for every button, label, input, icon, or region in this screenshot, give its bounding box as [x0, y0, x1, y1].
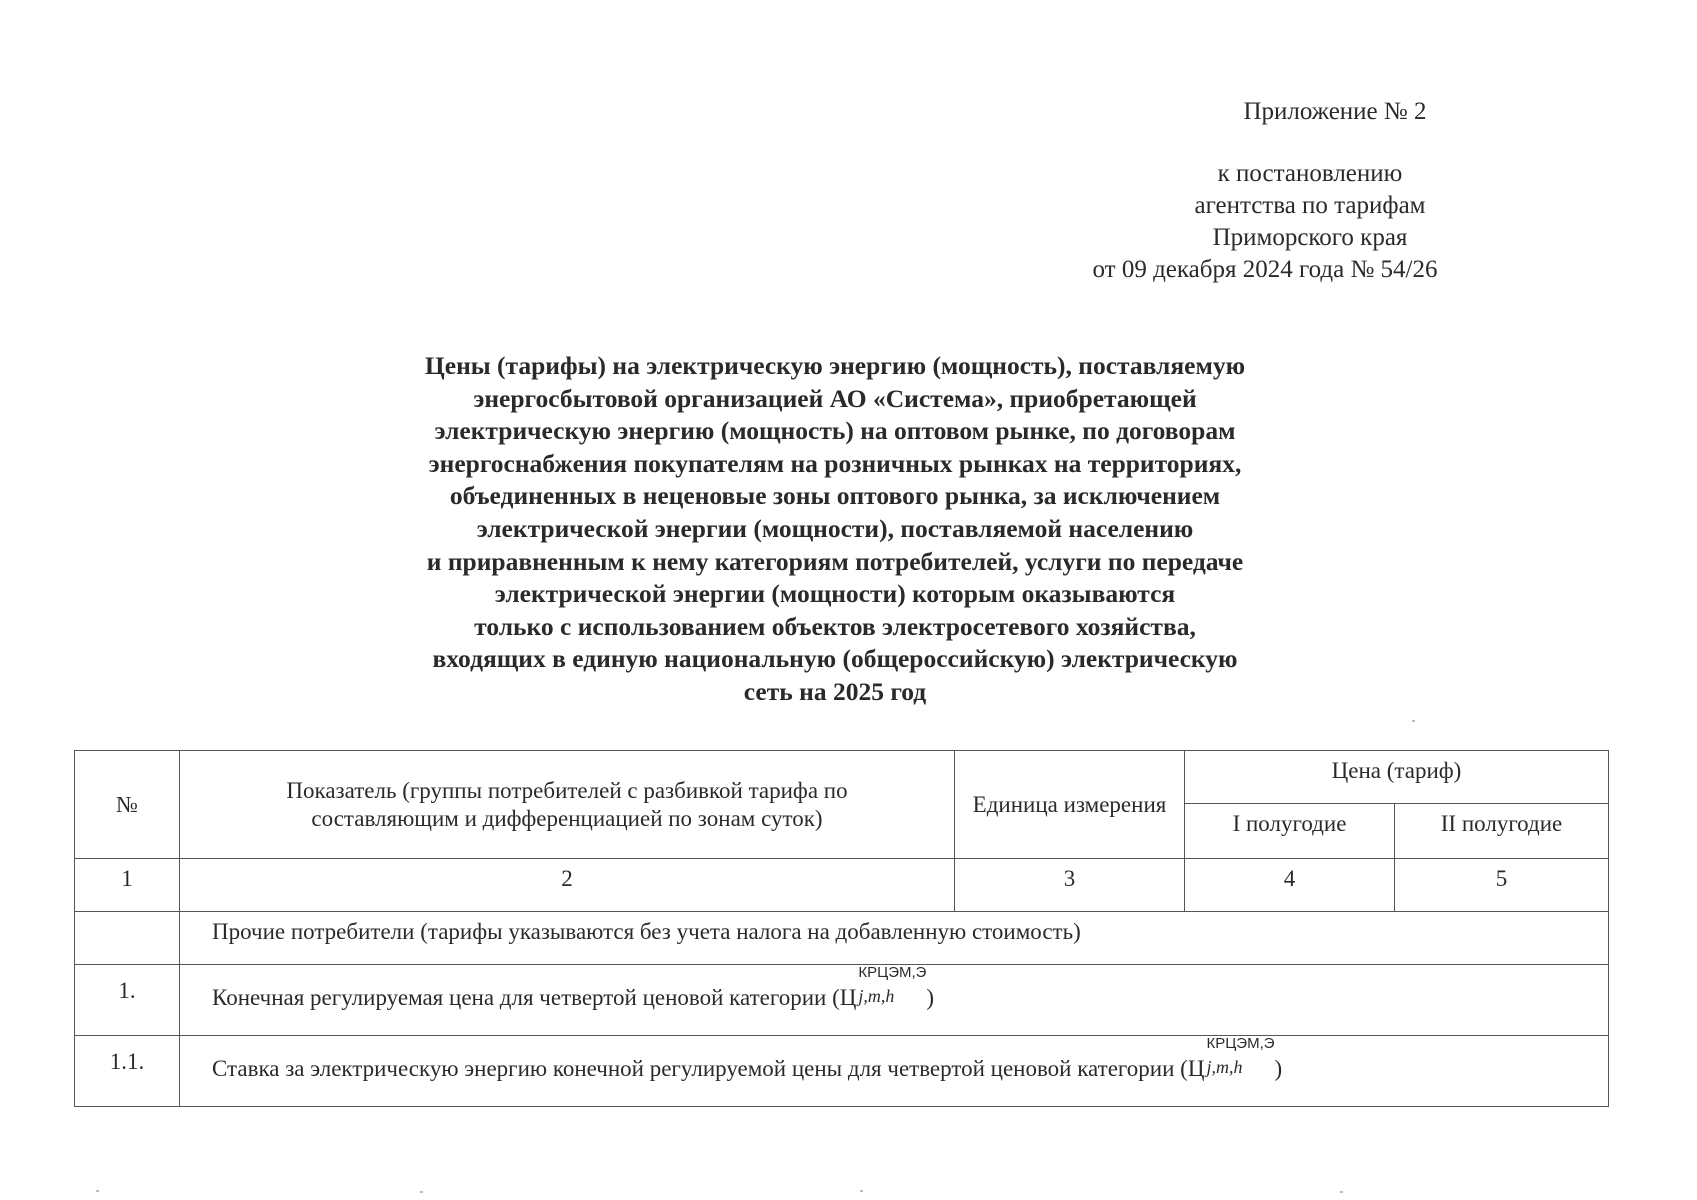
title-line: объединенных в неценовые зоны оптового рынка, за исключением [449, 481, 1221, 511]
scan-speck [1340, 1191, 1343, 1193]
formula-base: Ц [839, 985, 857, 1010]
formula-base: Ц [1187, 1056, 1205, 1081]
col-number: 2 [180, 859, 955, 912]
title-line: Цены (тарифы) на электрическую энергию (мощность), поставляемую [424, 351, 1246, 380]
attachment-line: Приморского края [1212, 224, 1408, 251]
formula-subscript: j,m,h [1206, 1057, 1243, 1077]
title-line: электрической энергии (мощности), поставляемой населению [476, 513, 1194, 543]
price-formula [1187, 1035, 1283, 1081]
col-number: 4 [1185, 859, 1395, 912]
formula-subscript: j,m,h [858, 986, 895, 1006]
table-header-row [75, 751, 1609, 804]
scan-speck [420, 1191, 423, 1193]
formula-close: ) [1274, 1056, 1283, 1081]
tariff-table [74, 750, 1609, 1107]
title-line: только с использованием объектов электросетевого хозяйства, [474, 611, 1196, 641]
title-line: электрическую энергию (мощность) на оптовом рынке, по договорам [434, 416, 1236, 446]
row-text-cell [180, 965, 1609, 1036]
attachment-heading: Приложение № 2 [1243, 98, 1427, 125]
header-half-1: I полугодие [1185, 804, 1395, 859]
title-line: входящих в единую национальную (общероссийскую) электрическую [432, 644, 1238, 674]
table-row [75, 1036, 1609, 1107]
formula-superscript: КРЦЭМ,Э [858, 964, 927, 981]
row-num: 1.1. [75, 1036, 180, 1107]
col-number: 5 [1395, 859, 1609, 912]
row-num: 1. [75, 965, 180, 1036]
title-line: энергосбытовой организацией АО «Система», приобретающей [473, 383, 1197, 413]
header-num: № [75, 751, 180, 859]
title-line: и приравненным к нему категориям потребителей, услуги по передаче [426, 546, 1244, 576]
header-price: Цена (тариф) [1185, 751, 1609, 804]
table-row [75, 965, 1609, 1036]
col-number: 3 [955, 859, 1185, 912]
formula-close: ) [926, 985, 935, 1010]
attachment-line: от 09 декабря 2024 года № 54/26 [1092, 256, 1438, 283]
attachment-block [1092, 96, 1520, 286]
title-line: электрической энергии (мощности) которым оказываются [494, 579, 1176, 609]
price-formula [839, 964, 935, 1010]
section-label: Прочие потребители (тарифы указываются без учета налога на добавленную стоимость) [180, 912, 1609, 965]
attachment-line: агентства по тарифам [1194, 192, 1426, 219]
header-half-2: II полугодие [1395, 804, 1609, 859]
row-text-cell [180, 1036, 1609, 1107]
column-numbers-row [75, 859, 1609, 912]
title-line: энергоснабжения покупателям на розничных рынках на территориях, [428, 448, 1242, 478]
section-row [75, 912, 1609, 965]
scan-speck [96, 1190, 99, 1192]
document-title [330, 350, 1340, 709]
title-line: сеть на 2025 год [743, 676, 927, 706]
scan-speck [860, 1190, 863, 1192]
attachment-line: к постановлению [1217, 160, 1403, 187]
formula-superscript: КРЦЭМ,Э [1206, 1035, 1275, 1052]
section-num-cell [75, 912, 180, 965]
col-number: 1 [75, 859, 180, 912]
row-text: Ставка за электрическую энергию конечной регулируемой цены для четвертой ценовой категории ( [212, 1056, 1188, 1081]
scan-speck [1412, 720, 1415, 722]
header-unit: Единица измерения [955, 751, 1185, 859]
header-indicator: Показатель (группы потребителей с разбивкой тарифа по составляющим и дифференциацией по зонам суток) [180, 751, 955, 859]
row-text: Конечная регулируемая цена для четвертой ценовой категории ( [212, 985, 840, 1010]
